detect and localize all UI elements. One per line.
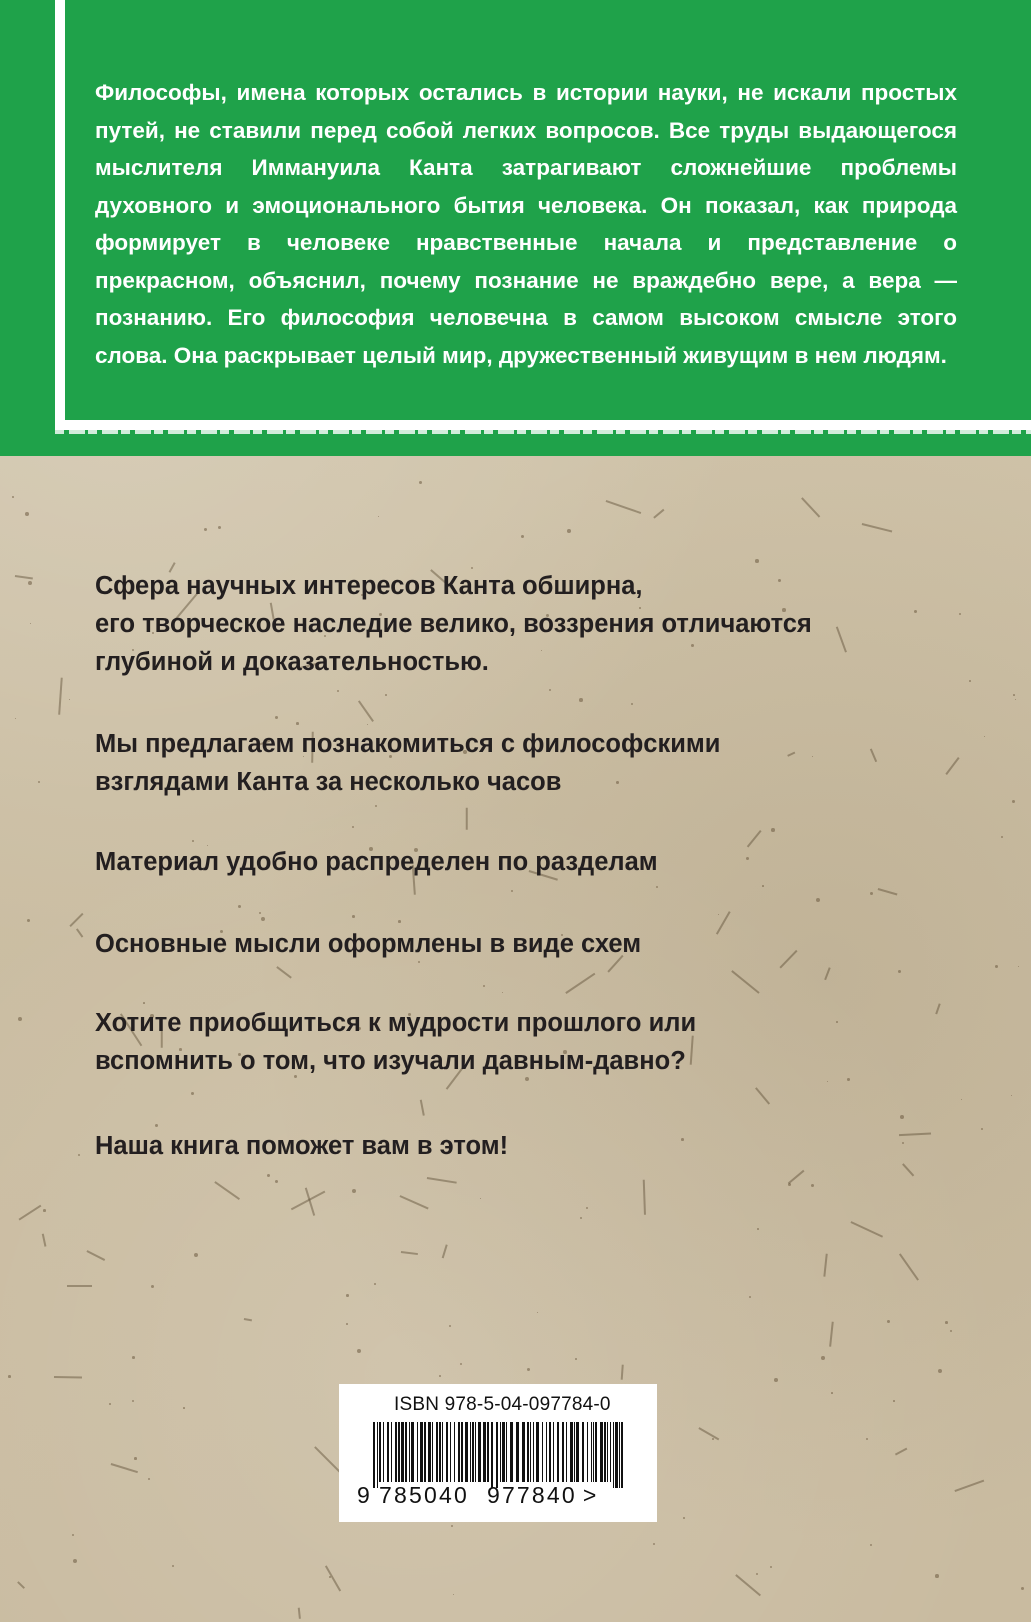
paper-fiber <box>70 913 84 927</box>
paper-speck <box>28 581 32 585</box>
barcode-bar <box>424 1422 426 1482</box>
barcode-bar <box>574 1422 575 1482</box>
paper-fiber <box>420 1100 425 1116</box>
feature-paragraph-help <box>95 1127 508 1165</box>
text-line: Основные мысли оформлены в виде схем <box>95 930 642 958</box>
barcode-bar <box>465 1422 468 1482</box>
barcode-bar <box>373 1422 375 1488</box>
paper-speck <box>683 1517 685 1519</box>
paper-speck <box>770 1566 772 1568</box>
barcode-icon <box>373 1422 623 1488</box>
paper-speck <box>378 516 379 517</box>
paper-fiber <box>899 1253 918 1280</box>
paper-speck <box>43 1209 46 1212</box>
paper-speck <box>827 1081 828 1082</box>
feature-paragraph-question <box>95 1004 696 1080</box>
barcode-bar <box>613 1422 614 1488</box>
barcode-bar <box>510 1422 513 1482</box>
top-green-panel <box>0 0 1031 456</box>
paper-speck <box>575 1358 577 1360</box>
paper-fiber <box>606 500 641 513</box>
paper-speck <box>898 970 901 973</box>
paper-speck <box>580 1217 582 1219</box>
paper-speck <box>480 1198 481 1199</box>
barcode-bar <box>428 1422 431 1482</box>
paper-speck <box>132 1356 135 1359</box>
paper-speck <box>811 1184 814 1187</box>
paper-speck <box>812 756 813 757</box>
barcode-bar <box>610 1422 611 1482</box>
barcode-bar <box>450 1422 451 1482</box>
barcode-bar <box>530 1422 531 1482</box>
paper-speck <box>681 1138 684 1141</box>
barcode-bar <box>536 1422 539 1482</box>
paper-fiber <box>643 1180 646 1215</box>
barcode-arrow: > <box>582 1482 597 1508</box>
paper-fiber <box>779 950 797 969</box>
paper-speck <box>870 892 873 895</box>
barcode-bar <box>516 1422 519 1482</box>
barcode-bar <box>436 1422 438 1482</box>
barcode-bar <box>496 1422 498 1488</box>
barcode-bar <box>458 1422 460 1482</box>
barcode-bar <box>591 1422 592 1482</box>
paper-speck <box>579 698 583 702</box>
paper-speck <box>357 1349 361 1353</box>
paper-speck <box>1012 800 1015 803</box>
text-line: Наша книга поможет вам в этом! <box>95 1132 509 1160</box>
paper-fiber <box>851 1221 883 1237</box>
paper-speck <box>183 1407 185 1409</box>
paper-speck <box>275 1180 278 1183</box>
barcode-bar <box>377 1422 378 1488</box>
paper-fiber <box>902 1163 913 1176</box>
paper-fiber <box>466 808 468 830</box>
paper-fiber <box>936 1004 941 1014</box>
paper-fiber <box>427 1177 457 1183</box>
paper-fiber <box>830 1322 834 1347</box>
text-line: Сфера научных интересов Канта обширна, <box>95 572 643 600</box>
paper-fiber <box>954 1480 984 1492</box>
feature-paragraph-sections <box>95 843 658 881</box>
paper-fiber <box>946 757 960 774</box>
barcode-bar <box>472 1422 474 1482</box>
barcode-bar <box>446 1422 448 1482</box>
barcode-bar <box>387 1422 389 1482</box>
paper-speck <box>969 680 971 682</box>
paper-speck <box>374 1283 376 1285</box>
barcode-bar <box>461 1422 463 1482</box>
barcode-bar <box>454 1422 455 1482</box>
paper-speck <box>451 1525 453 1527</box>
paper-speck <box>816 898 820 902</box>
paper-speck <box>712 1438 714 1440</box>
feature-paragraph-scope <box>95 567 812 681</box>
paper-speck <box>439 1375 441 1377</box>
paper-fiber <box>825 967 831 979</box>
barcode-bar <box>570 1422 573 1482</box>
paper-speck <box>460 1363 462 1365</box>
barcode-bar <box>621 1422 623 1488</box>
paper-fiber <box>111 1463 138 1473</box>
paper-speck <box>511 890 513 892</box>
paper-speck <box>218 526 221 529</box>
paper-speck <box>204 528 207 531</box>
paper-fiber <box>17 1581 24 1588</box>
paper-speck <box>132 1400 134 1402</box>
paper-speck <box>746 857 749 860</box>
paper-fiber <box>824 1254 828 1277</box>
barcode-bar <box>478 1422 481 1482</box>
barcode-bar <box>533 1422 534 1482</box>
paper-speck <box>631 703 633 705</box>
paper-fiber <box>621 1365 624 1380</box>
paper-speck <box>238 905 241 908</box>
barcode-bar <box>522 1422 525 1482</box>
paper-speck <box>191 1092 194 1095</box>
paper-fiber <box>747 830 761 847</box>
barcode-bar <box>442 1422 443 1482</box>
barcode-bar <box>500 1422 501 1482</box>
paper-speck <box>134 1457 137 1460</box>
paper-speck <box>1021 1587 1024 1590</box>
text-line: глубиной и доказательностью. <box>95 648 489 676</box>
text-line: вспомнить о том, что изучали давным-давно? <box>95 1047 686 1075</box>
paper-speck <box>419 481 422 484</box>
paper-fiber <box>76 928 83 937</box>
paper-fiber <box>19 1205 42 1220</box>
paper-fiber <box>87 1250 106 1261</box>
paper-speck <box>771 828 775 832</box>
paper-speck <box>866 1438 868 1440</box>
paper-fiber <box>755 1087 770 1104</box>
paper-speck <box>984 736 985 737</box>
paper-speck <box>346 1323 348 1325</box>
text-line: Мы предлагаем познакомиться с философскими <box>95 730 721 758</box>
barcode-bar <box>576 1422 579 1482</box>
barcode-bar <box>582 1422 584 1482</box>
paper-speck <box>527 1368 530 1371</box>
paper-speck <box>78 1154 80 1156</box>
paper-speck <box>267 1174 270 1177</box>
barcode-bar <box>546 1422 547 1482</box>
barcode-digits <box>357 1482 596 1509</box>
barcode-bar <box>557 1422 559 1482</box>
paper-fiber <box>836 626 846 651</box>
paper-speck <box>15 718 16 719</box>
barcode-bar <box>502 1422 505 1482</box>
barcode-bar <box>398 1422 400 1482</box>
isbn-barcode <box>339 1384 657 1522</box>
paper-speck <box>945 1321 948 1324</box>
paper-speck <box>1013 694 1015 696</box>
paper-speck <box>981 1128 983 1130</box>
paper-fiber <box>42 1234 46 1247</box>
paper-speck <box>73 1559 77 1563</box>
paper-speck <box>756 1573 758 1575</box>
barcode-digits-right: 977840 <box>486 1482 577 1508</box>
paper-fiber <box>862 523 893 532</box>
barcode-bar <box>483 1422 486 1482</box>
barcode-bar <box>542 1422 543 1482</box>
paper-speck <box>453 1594 454 1595</box>
feature-paragraph-schemes <box>95 925 641 963</box>
barcode-bar <box>587 1422 588 1482</box>
barcode-bar <box>615 1422 618 1488</box>
paper-speck <box>1001 836 1003 838</box>
barcode-bar <box>553 1422 554 1482</box>
text-line: его творческое наследие велико, воззрения отличаются <box>95 610 812 638</box>
paper-speck <box>148 1478 150 1480</box>
barcode-bar <box>395 1422 397 1482</box>
barcode-bar <box>475 1422 476 1482</box>
barcode-bar <box>401 1422 404 1482</box>
barcode-bar <box>595 1422 597 1482</box>
barcode-bar <box>470 1422 471 1482</box>
paper-speck <box>995 965 998 968</box>
barcode-digits-left: 785040 <box>379 1482 469 1508</box>
barcode-digit-first: 9 <box>357 1482 370 1508</box>
paper-speck <box>847 1078 850 1081</box>
paper-speck <box>935 1574 939 1578</box>
paper-speck <box>950 1330 952 1332</box>
paper-fiber <box>244 1318 252 1321</box>
paper-fiber <box>442 1245 447 1258</box>
paper-speck <box>521 535 524 538</box>
paper-speck <box>27 919 30 922</box>
kant-description-paragraph: Философы, имена которых остались в истории науки, не искали простых путей, не ставили перед собой легких вопросов. Все труды выдающегося мыслителя Иммануила Канта затрагивают сложнейшие проблемы духовного и эмоционального бытия человека. Он показал, как природа формирует в человеке нравственные начала и представление о прекрасном, объяснил, почему познание не враждебно вере, а вера — познанию. Его философия человечна в самом высоком смысле этого слова. Она раскрывает целый мир, дружественный живущим в нем людям. <box>95 80 957 368</box>
paper-speck <box>1015 699 1016 700</box>
paper-speck <box>749 1296 751 1298</box>
barcode-bar <box>600 1422 603 1482</box>
paper-speck <box>151 1285 154 1288</box>
paper-speck <box>1018 966 1019 967</box>
barcode-bar <box>411 1422 414 1482</box>
paper-speck <box>449 1325 451 1327</box>
paper-fiber <box>59 678 63 715</box>
paper-fiber <box>788 1170 804 1184</box>
paper-speck <box>961 1099 962 1100</box>
paper-speck <box>567 529 571 533</box>
paper-speck <box>346 1294 349 1297</box>
paper-fiber <box>325 1565 341 1591</box>
paper-speck <box>762 885 764 887</box>
paper-speck <box>1011 1095 1012 1096</box>
paper-speck <box>549 689 551 691</box>
paper-speck <box>757 1228 759 1230</box>
paper-speck <box>385 694 387 696</box>
paper-fiber <box>878 888 898 895</box>
barcode-bar <box>566 1422 567 1482</box>
paper-speck <box>109 1403 111 1405</box>
barcode-bar <box>420 1422 423 1482</box>
paper-speck <box>537 1312 538 1313</box>
paper-speck <box>893 1400 895 1402</box>
paper-speck <box>656 886 658 888</box>
paper-speck <box>12 496 14 498</box>
paper-speck <box>30 623 31 624</box>
barcode-bar <box>439 1422 441 1482</box>
paper-speck <box>755 559 759 563</box>
paper-speck <box>502 992 503 993</box>
paper-speck <box>586 1207 588 1209</box>
paper-speck <box>653 1543 655 1545</box>
paper-speck <box>821 1356 825 1360</box>
barcode-bar <box>607 1422 608 1482</box>
barcode-bar <box>487 1422 489 1482</box>
text-line: Хотите приобщиться к мудрости прошлого или <box>95 1009 697 1037</box>
paper-speck <box>938 1369 942 1373</box>
paper-speck <box>902 1142 904 1144</box>
paper-fiber <box>215 1181 240 1199</box>
paper-speck <box>18 1017 22 1021</box>
paper-speck <box>959 613 961 615</box>
paper-fiber <box>314 1446 340 1472</box>
paper-fiber <box>15 575 33 579</box>
barcode-bar <box>549 1422 551 1482</box>
paper-speck <box>25 512 29 516</box>
paper-speck <box>8 1375 11 1378</box>
paper-speck <box>352 1189 356 1193</box>
paper-fiber <box>400 1195 429 1209</box>
barcode-bar <box>506 1422 507 1482</box>
paper-speck <box>192 840 194 842</box>
barcode-bar <box>383 1422 384 1482</box>
paper-fiber <box>801 497 820 517</box>
paper-speck <box>887 1320 890 1323</box>
barcode-bar <box>527 1422 529 1482</box>
paper-speck <box>38 781 40 783</box>
barcode-bar <box>409 1422 410 1482</box>
isbn-number: ISBN 978-5-04-097784-0 <box>394 1394 611 1415</box>
paper-speck <box>774 1378 778 1382</box>
barcode-bar <box>405 1422 407 1482</box>
paper-fiber <box>895 1448 907 1456</box>
paper-speck <box>831 1392 833 1394</box>
paper-speck <box>352 826 354 828</box>
paper-speck <box>194 1253 198 1257</box>
feature-paragraph-offer <box>95 725 720 801</box>
barcode-bar <box>417 1422 418 1482</box>
paper-fiber <box>787 752 795 757</box>
paper-fiber <box>870 748 877 761</box>
paper-fiber <box>54 1376 82 1378</box>
paper-fiber <box>899 1133 931 1136</box>
paper-speck <box>275 716 278 719</box>
barcode-bar <box>491 1422 493 1488</box>
text-line: Материал удобно распределен по разделам <box>95 848 658 876</box>
paper-speck <box>870 1544 872 1546</box>
paper-speck <box>172 1565 174 1567</box>
paper-fiber <box>736 1574 762 1596</box>
paper-speck <box>718 914 719 915</box>
barcode-bar <box>604 1422 606 1482</box>
text-line: взглядами Канта за несколько часов <box>95 768 562 796</box>
paper-fiber <box>358 700 373 721</box>
paper-speck <box>337 690 339 692</box>
paper-fiber <box>298 1608 301 1619</box>
paper-speck <box>352 915 355 918</box>
paper-fiber <box>654 509 665 518</box>
paper-speck <box>914 610 917 613</box>
paper-fiber <box>277 966 292 978</box>
paper-speck <box>261 917 265 921</box>
paper-speck <box>72 1534 74 1536</box>
barcode-bar <box>562 1422 564 1482</box>
paper-fiber <box>67 1285 92 1287</box>
paper-speck <box>398 920 401 923</box>
barcode-bar <box>391 1422 392 1482</box>
paper-speck <box>69 699 70 700</box>
paper-speck <box>375 805 377 807</box>
paper-speck <box>900 1115 904 1119</box>
barcode-bar <box>593 1422 594 1482</box>
barcode-bar <box>619 1422 620 1488</box>
barcode-bar <box>379 1422 381 1482</box>
paper-fiber <box>566 973 596 994</box>
barcode-bar <box>432 1422 433 1482</box>
paper-speck <box>483 985 485 987</box>
paper-fiber <box>401 1251 418 1254</box>
paper-fiber <box>699 1427 719 1440</box>
paper-speck <box>836 1021 838 1023</box>
paper-speck <box>259 912 261 914</box>
paper-fiber <box>732 970 760 993</box>
